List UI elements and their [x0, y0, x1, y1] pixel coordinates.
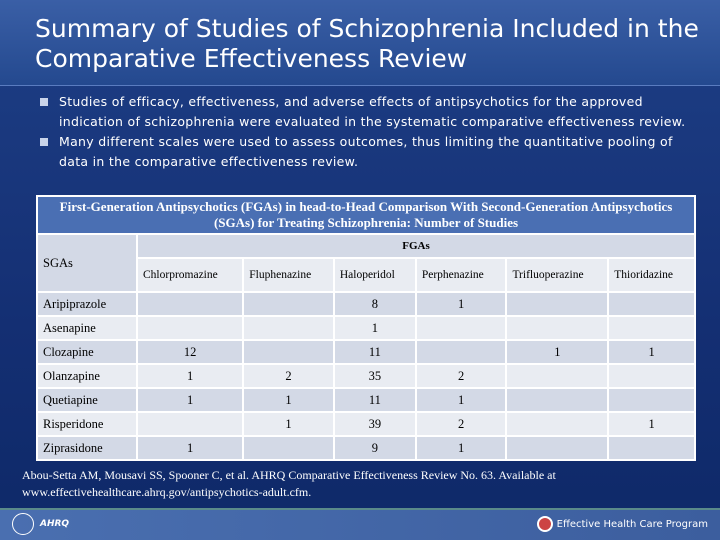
table-cell [137, 292, 243, 316]
bullet-item [40, 92, 690, 132]
table-cell [243, 340, 334, 364]
table-cell: 1 [137, 388, 243, 412]
table-cell: 11 [334, 340, 416, 364]
bullet-item [40, 132, 690, 172]
table-cell: 1 [608, 412, 695, 436]
table-cell: 2 [416, 412, 507, 436]
table-cell: 1 [416, 292, 507, 316]
table-cell: 1 [416, 436, 507, 460]
table-row [37, 436, 695, 460]
table-cell: 11 [334, 388, 416, 412]
row-label: Asenapine [37, 316, 137, 340]
table-cell [506, 436, 608, 460]
table-cell [608, 292, 695, 316]
table-cell [137, 316, 243, 340]
column-header: Thioridazine [608, 258, 695, 292]
table-cell: 1 [416, 388, 507, 412]
row-label: Quetiapine [37, 388, 137, 412]
table-cell [416, 316, 507, 340]
table-cell [506, 364, 608, 388]
table-cell: 35 [334, 364, 416, 388]
row-header: SGAs [37, 234, 137, 292]
table-cell: 2 [416, 364, 507, 388]
ahrq-text: AHRQ [40, 519, 70, 529]
table-cell: 1 [137, 364, 243, 388]
table-cell [608, 436, 695, 460]
table-cell [416, 340, 507, 364]
bullet-square-icon [40, 138, 48, 146]
table-cell [243, 436, 334, 460]
table-cell [506, 292, 608, 316]
studies-table [36, 195, 696, 461]
table-row [37, 292, 695, 316]
ehc-text: Effective Health Care Program [556, 518, 708, 530]
table-cell: 39 [334, 412, 416, 436]
ehc-logo [537, 516, 708, 532]
table-cell: 9 [334, 436, 416, 460]
table-cell: 1 [137, 436, 243, 460]
group-header: FGAs [137, 234, 695, 258]
row-label: Olanzapine [37, 364, 137, 388]
table-cell: 1 [243, 388, 334, 412]
table-row [37, 412, 695, 436]
table-cell [506, 412, 608, 436]
row-label: Ziprasidone [37, 436, 137, 460]
slide-title: Summary of Studies of Schizophrenia Included in the Comparative Effectiveness Review [35, 14, 699, 73]
citation: Abou-Setta AM, Mousavi SS, Spooner C, et al. AHRQ Comparative Effectiveness Review No. 63. Available at www.effectivehealthcare.ahrq.gov/antipsychotics-adult.cfm. [22, 468, 556, 499]
table-cell: 1 [608, 340, 695, 364]
table-cell [137, 412, 243, 436]
table-cell: 1 [506, 340, 608, 364]
column-header: Perphenazine [416, 258, 507, 292]
row-label: Risperidone [37, 412, 137, 436]
table-cell: 2 [243, 364, 334, 388]
table-row [37, 316, 695, 340]
table-cell [608, 364, 695, 388]
table-cell [243, 292, 334, 316]
column-header: Haloperidol [334, 258, 416, 292]
table-row [37, 388, 695, 412]
table-cell [506, 388, 608, 412]
hhs-seal-icon [12, 513, 34, 535]
table-cell: 12 [137, 340, 243, 364]
row-label: Clozapine [37, 340, 137, 364]
ahrq-logo [12, 513, 69, 535]
table-cell [608, 388, 695, 412]
table-cell [608, 316, 695, 340]
bullet-list [40, 92, 690, 172]
table-cell [243, 316, 334, 340]
bullet-square-icon [40, 98, 48, 106]
table-row [37, 364, 695, 388]
table-cell: 1 [243, 412, 334, 436]
table-caption: First-Generation Antipsychotics (FGAs) in head-to-Head Comparison With Second-Generation Antipsychotics (SGAs) for Treating Schizophrenia: Number of Studies [37, 196, 695, 234]
table-cell [506, 316, 608, 340]
bullet-text: Many different scales were used to assess outcomes, thus limiting the quantitative pooling of data in the comparative effectiveness review. [59, 134, 673, 169]
table-row [37, 340, 695, 364]
ehc-logo-icon [537, 516, 553, 532]
column-header: Trifluoperazine [506, 258, 608, 292]
table-cell: 8 [334, 292, 416, 316]
column-header: Chlorpromazine [137, 258, 243, 292]
footer [0, 508, 720, 540]
table-cell: 1 [334, 316, 416, 340]
bullet-text: Studies of efficacy, effectiveness, and adverse effects of antipsychotics for the approved indication of schizophrenia were evaluated in the systematic comparative effectiveness review. [59, 94, 686, 129]
row-label: Aripiprazole [37, 292, 137, 316]
column-header: Fluphenazine [243, 258, 334, 292]
